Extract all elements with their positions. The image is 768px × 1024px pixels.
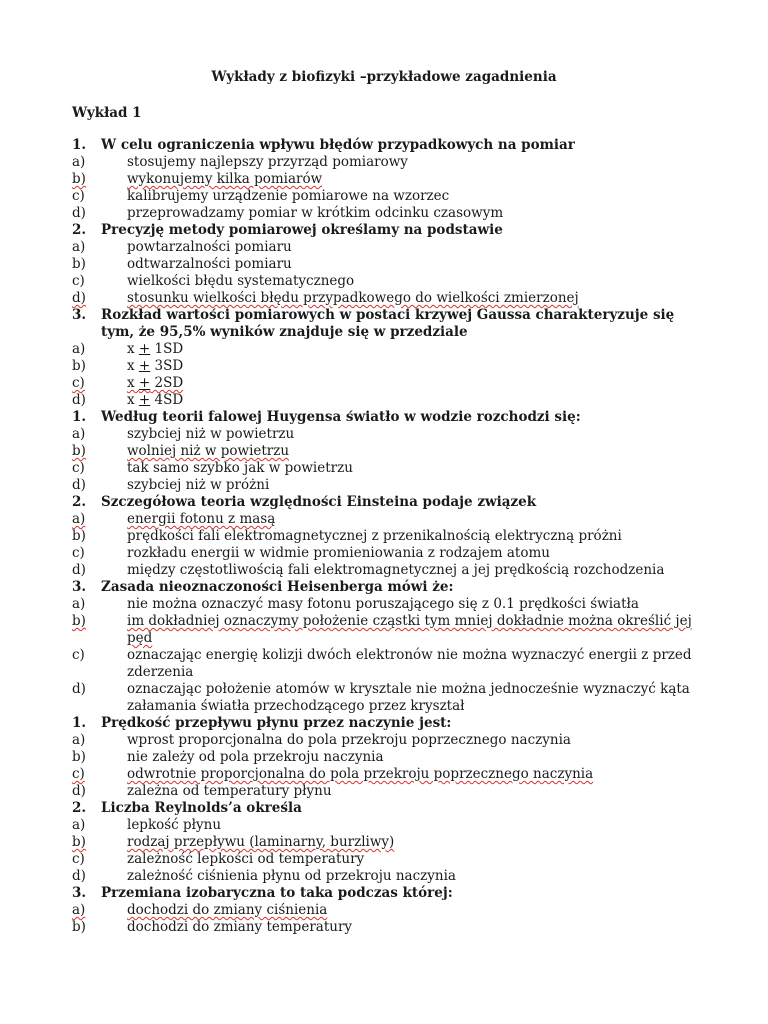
question-number: 3. — [72, 579, 87, 595]
question-number: 1. — [72, 137, 87, 153]
answer-option — [72, 154, 712, 171]
answer-text: nie można oznaczyć masy fotonu poruszającego się z 0.1 prędkości światła — [127, 596, 639, 612]
answer-letter: a) — [72, 732, 86, 748]
question-item — [72, 222, 712, 307]
question-list — [72, 137, 712, 936]
answer-letter: a) — [72, 239, 86, 255]
answer-list — [72, 732, 712, 800]
question-line — [72, 137, 712, 154]
answer-option — [72, 902, 712, 919]
question-line — [72, 494, 712, 511]
answer-option — [72, 392, 712, 409]
question-text: Precyzję metody pomiarowej określamy na podstawie — [101, 222, 503, 238]
answer-text: wolniej niż w powietrzu — [127, 443, 290, 459]
answer-text: prędkości fali elektromagnetycznej z przenikalnością elektryczną próżni — [127, 528, 622, 544]
answer-list — [72, 902, 712, 936]
answer-option — [72, 749, 712, 766]
document-title: Wykłady z biofizyki –przykładowe zagadnienia — [211, 69, 557, 85]
answer-letter: b) — [72, 443, 86, 459]
question-text: Liczba Reylnolds’a określa — [101, 800, 302, 816]
answer-letter: d) — [72, 681, 86, 697]
answer-option — [72, 528, 712, 545]
answer-letter: c) — [72, 545, 85, 561]
answer-option — [72, 613, 712, 647]
answer-list — [72, 596, 712, 715]
answer-option — [72, 766, 712, 783]
answer-letter: b) — [72, 613, 86, 629]
answer-letter: c) — [72, 375, 85, 391]
answer-option — [72, 562, 712, 579]
answer-letter: d) — [72, 205, 86, 221]
answer-list — [72, 817, 712, 885]
answer-option — [72, 188, 712, 205]
plus-minus-sign: + — [138, 375, 151, 391]
answer-text: x + 1SD — [127, 341, 184, 357]
answer-text: wielkości błędu systematycznego — [127, 273, 355, 289]
answer-text: tak samo szybko jak w powietrzu — [127, 460, 353, 476]
answer-list — [72, 341, 712, 409]
question-text: Przemiana izobaryczna to taka podczas której: — [101, 885, 453, 901]
answer-letter: b) — [72, 171, 86, 187]
question-text: Szczegółowa teoria względności Einsteina podaje związek — [101, 494, 537, 510]
answer-letter: a) — [72, 154, 86, 170]
answer-letter: c) — [72, 460, 85, 476]
answer-letter: a) — [72, 341, 86, 357]
question-item — [72, 715, 712, 800]
question-line — [72, 222, 712, 239]
answer-option — [72, 273, 712, 290]
answer-text: szybciej niż w próżni — [127, 477, 270, 493]
answer-text: między częstotliwością fali elektromagnetycznej a jej prędkością rozchodzenia — [127, 562, 665, 578]
answer-option — [72, 341, 712, 358]
answer-option — [72, 375, 712, 392]
plus-minus-sign: + — [138, 341, 151, 357]
question-text: Zasada nieoznaczoności Heisenberga mówi że: — [101, 579, 454, 595]
question-item — [72, 885, 712, 936]
answer-option — [72, 358, 712, 375]
lecture-heading: Wykład 1 — [72, 105, 142, 121]
answer-letter: a) — [72, 596, 86, 612]
answer-option — [72, 290, 712, 307]
question-number: 2. — [72, 494, 87, 510]
answer-text: x + 3SD — [127, 358, 184, 374]
answer-letter: c) — [72, 851, 85, 867]
answer-text: zależna od temperatury płynu — [127, 783, 332, 799]
answer-list — [72, 426, 712, 494]
answer-letter: d) — [72, 562, 86, 578]
answer-text: stosunku wielkości błędu przypadkowego do wielkości zmierzonej — [127, 290, 579, 306]
question-number: 3. — [72, 307, 87, 323]
answer-text: zależność ciśnienia płynu od przekroju naczynia — [127, 868, 456, 884]
answer-text: zależność lepkości od temperatury — [127, 851, 365, 867]
answer-text: odtwarzalności pomiaru — [127, 256, 292, 272]
answer-letter: c) — [72, 273, 85, 289]
answer-option — [72, 732, 712, 749]
answer-option — [72, 919, 712, 936]
answer-option — [72, 511, 712, 528]
plus-minus-sign: + — [138, 358, 151, 374]
question-line — [72, 800, 712, 817]
answer-text: lepkość płynu — [127, 817, 222, 833]
answer-letter: d) — [72, 290, 86, 306]
question-line — [72, 409, 712, 426]
answer-letter: d) — [72, 783, 86, 799]
answer-list — [72, 511, 712, 579]
answer-letter: c) — [72, 647, 85, 663]
plus-minus-sign: + — [138, 392, 151, 408]
question-item — [72, 307, 712, 409]
answer-letter: d) — [72, 477, 86, 493]
answer-letter: a) — [72, 511, 86, 527]
answer-letter: a) — [72, 426, 86, 442]
answer-letter: a) — [72, 817, 86, 833]
question-line — [72, 885, 712, 902]
answer-option — [72, 868, 712, 885]
question-line — [72, 579, 712, 596]
answer-text: wprost proporcjonalna do pola przekroju poprzecznego naczynia — [127, 732, 571, 748]
answer-text: dochodzi do zmiany temperatury — [127, 919, 353, 935]
answer-option — [72, 647, 712, 681]
answer-option — [72, 426, 712, 443]
answer-letter: c) — [72, 188, 85, 204]
answer-option — [72, 783, 712, 800]
question-text: Prędkość przepływu płynu przez naczynie jest: — [101, 715, 452, 731]
question-item — [72, 800, 712, 885]
answer-letter: c) — [72, 766, 85, 782]
question-item — [72, 579, 712, 715]
answer-text: nie zależy od pola przekroju naczynia — [127, 749, 384, 765]
answer-text: powtarzalności pomiaru — [127, 239, 292, 255]
answer-letter: a) — [72, 902, 86, 918]
answer-letter: b) — [72, 749, 86, 765]
answer-text: oznaczając energię kolizji dwóch elektronów nie można wyznaczyć energii z przed zderzenia — [127, 647, 692, 680]
answer-letter: d) — [72, 868, 86, 884]
answer-text: przeprowadzamy pomiar w krótkim odcinku czasowym — [127, 205, 504, 221]
answer-letter: b) — [72, 358, 86, 374]
question-number: 3. — [72, 885, 87, 901]
answer-text: kalibrujemy urządzenie pomiarowe na wzorzec — [127, 188, 450, 204]
answer-list — [72, 154, 712, 222]
answer-text: x + 2SD — [127, 375, 184, 391]
answer-letter: b) — [72, 528, 86, 544]
answer-option — [72, 205, 712, 222]
answer-option — [72, 477, 712, 494]
question-number: 1. — [72, 409, 87, 425]
question-text: Rozkład wartości pomiarowych w postaci krzywej Gaussa charakteryzuje się tym, że 95,5% wyników znajduje się w przedziale — [101, 307, 675, 340]
answer-text: stosujemy najlepszy przyrząd pomiarowy — [127, 154, 408, 170]
answer-list — [72, 239, 712, 307]
question-item — [72, 494, 712, 579]
answer-text: wykonujemy kilka pomiarów — [127, 171, 323, 187]
answer-option — [72, 460, 712, 477]
answer-text: energii fotonu z masą — [127, 511, 276, 527]
answer-option — [72, 851, 712, 868]
question-line — [72, 715, 712, 732]
answer-option — [72, 171, 712, 188]
answer-option — [72, 681, 712, 715]
answer-text: oznaczając położenie atomów w krysztale nie można jednocześnie wyznaczyć kąta załamania światła przechodzącego przez kryształ — [127, 681, 690, 714]
answer-text: rozkładu energii w widmie promieniowania z rodzajem atomu — [127, 545, 550, 561]
answer-option — [72, 545, 712, 562]
answer-text: odwrotnie proporcjonalna do pola przekroju poprzecznego naczynia — [127, 766, 594, 782]
question-item — [72, 137, 712, 222]
answer-text: x + 4SD — [127, 392, 184, 408]
answer-letter: b) — [72, 256, 86, 272]
answer-text: dochodzi do zmiany ciśnienia — [127, 902, 328, 918]
answer-text: szybciej niż w powietrzu — [127, 426, 295, 442]
answer-option — [72, 834, 712, 851]
answer-option — [72, 817, 712, 834]
question-text: W celu ograniczenia wpływu błędów przypadkowych na pomiar — [101, 137, 575, 153]
question-text: Według teorii falowej Huygensa światło w wodzie rozchodzi się: — [101, 409, 581, 425]
question-line — [72, 307, 712, 341]
question-number: 2. — [72, 800, 87, 816]
question-item — [72, 409, 712, 494]
answer-letter: b) — [72, 919, 86, 935]
answer-text: rodzaj przepływu (laminarny, burzliwy) — [127, 834, 395, 850]
answer-option — [72, 443, 712, 460]
answer-text: im dokładniej oznaczymy położenie cząstki tym mniej dokładnie można określić jej pęd — [127, 613, 692, 646]
question-number: 2. — [72, 222, 87, 238]
answer-option — [72, 596, 712, 613]
question-number: 1. — [72, 715, 87, 731]
answer-option — [72, 239, 712, 256]
answer-letter: b) — [72, 834, 86, 850]
answer-option — [72, 256, 712, 273]
answer-letter: d) — [72, 392, 86, 408]
